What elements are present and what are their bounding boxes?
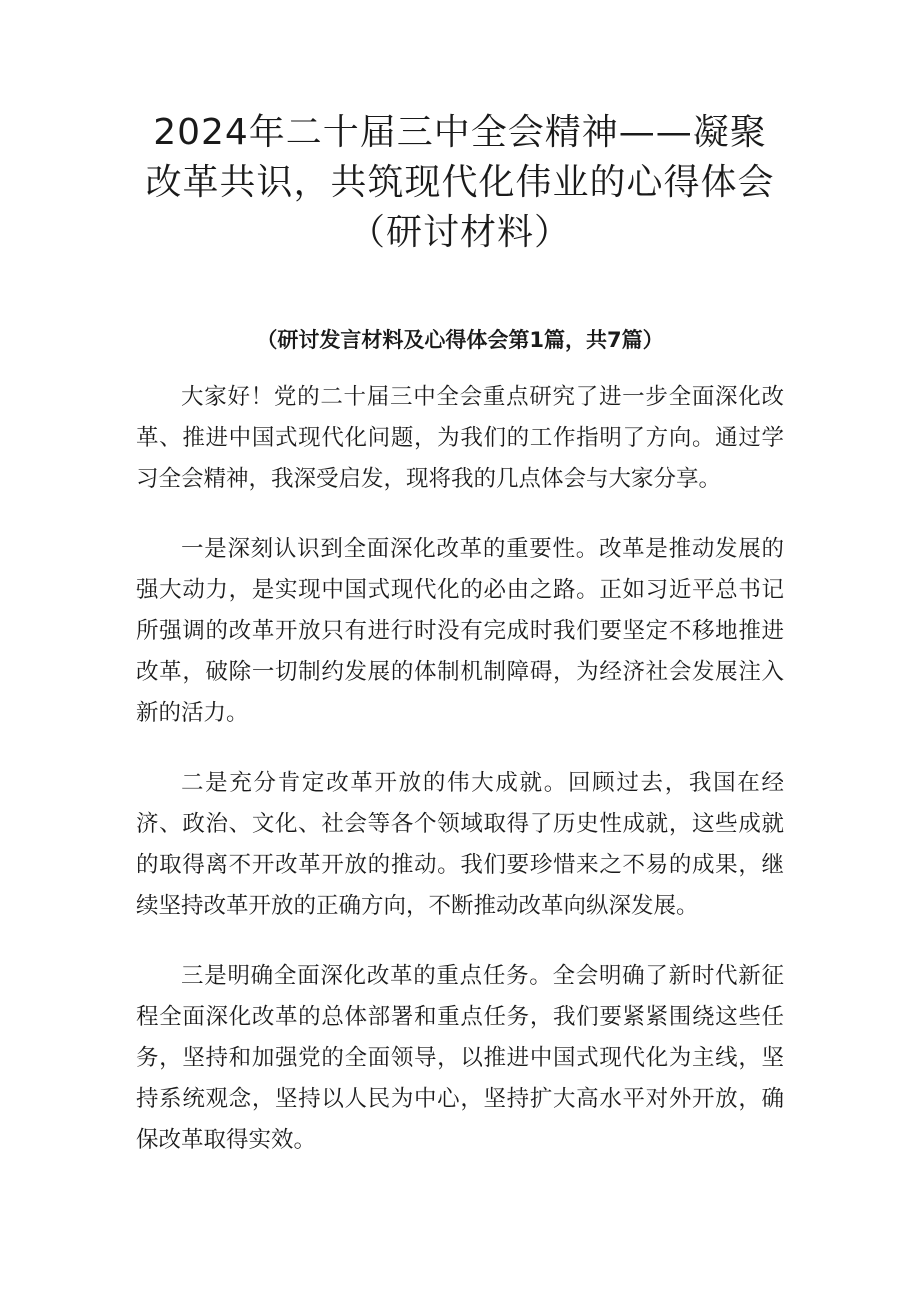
paragraph-point-three: 三是明确全面深化改革的重点任务。全会明确了新时代新征程全面深化改革的总体部署和重点任务，我们要紧紧围绕这些任务，坚持和加强党的全面领导，以推进中国式现代化为主线，坚持系统观念，坚持以人民为中心，坚持扩大高水平对外开放，确保改革取得实效。 bbox=[136, 963, 784, 1153]
paragraph-intro: 大家好！党的二十届三中全会重点研究了进一步全面深化改革、推进中国式现代化问题，为我们的工作指明了方向。通过学习全会精神，我深受启发，现将我的几点体会与大家分享。 bbox=[136, 384, 784, 492]
document-subtitle: （研讨发言材料及心得体会第1篇，共7篇） bbox=[256, 328, 664, 352]
paragraph-point-one: 一是深刻认识到全面深化改革的重要性。改革是推动发展的强大动力，是实现中国式现代化的必由之路。正如习近平总书记所强调的改革开放只有进行时没有完成时我们要坚定不移地推进改革，破除一切制约发展的体制机制障碍，为经济社会发展注入新的活力。 bbox=[136, 536, 784, 726]
paragraph-point-two: 二是充分肯定改革开放的伟大成就。回顾过去，我国在经济、政治、文化、社会等各个领域取得了历史性成就，这些成就的取得离不开改革开放的推动。我们要珍惜来之不易的成果，继续坚持改革开放的正确方向，不断推动改革向纵深发展。 bbox=[136, 770, 784, 919]
document-title: 2024年二十届三中全会精神——凝聚改革共识，共筑现代化伟业的心得体会（研讨材料） bbox=[145, 112, 775, 253]
document-body bbox=[136, 377, 784, 1190]
